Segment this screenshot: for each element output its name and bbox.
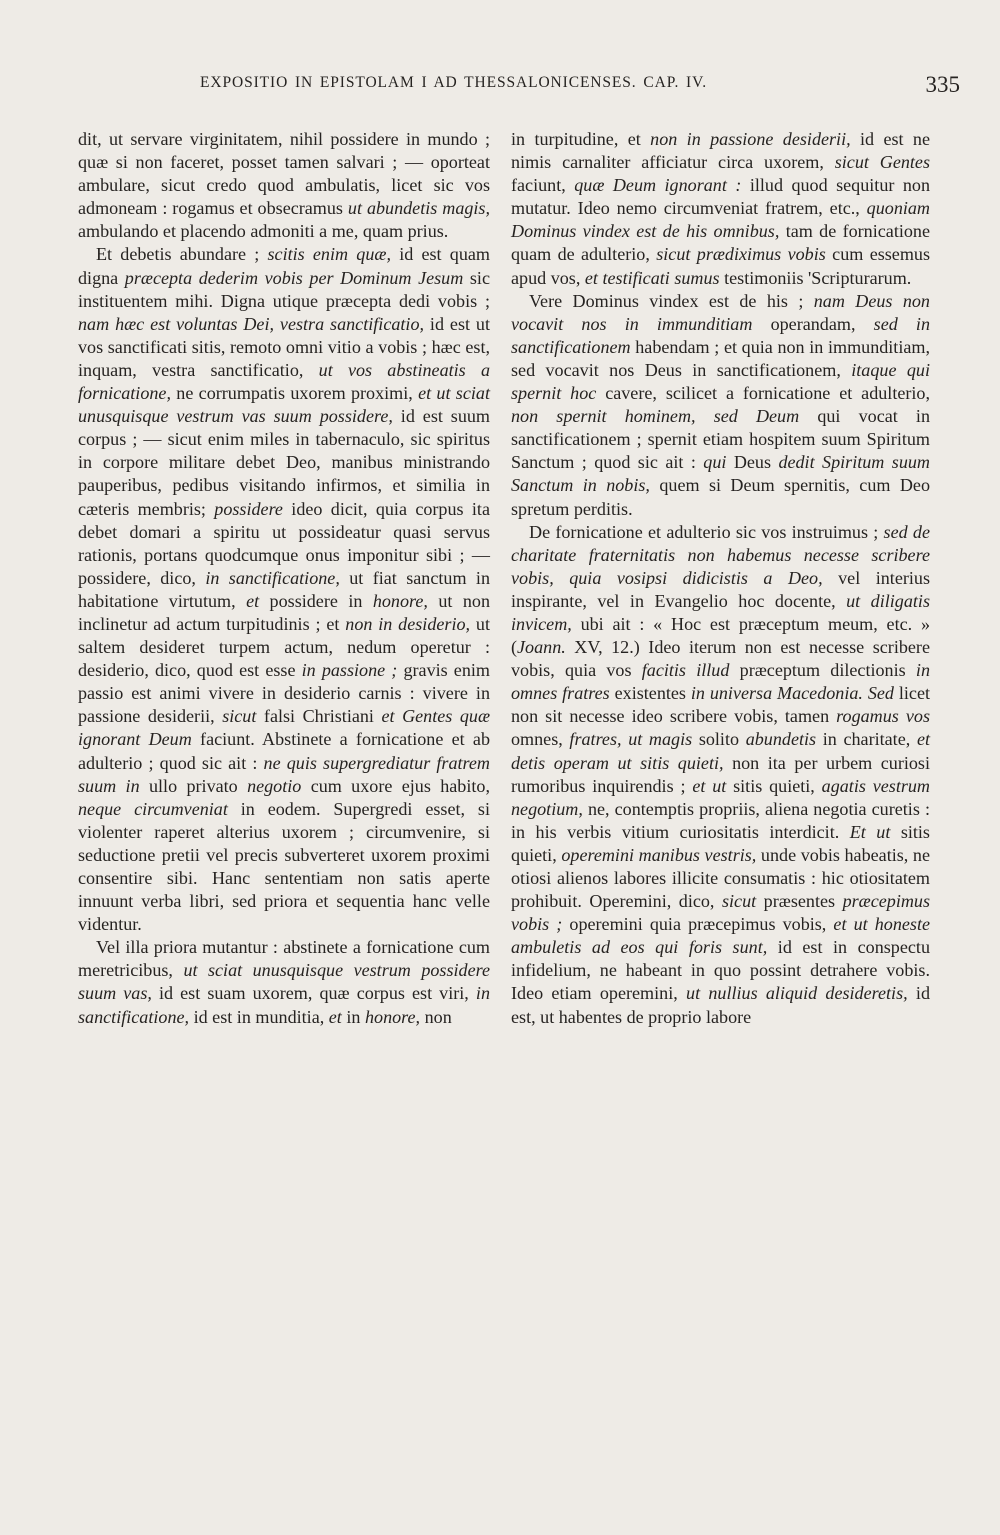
paragraph (78, 936, 490, 1028)
italic-text: et ut (692, 775, 727, 796)
italic-text: qui (703, 452, 727, 473)
paragraph (511, 290, 930, 521)
italic-text: nam hæc est voluntas Dei, vestra sanctificatio, (78, 313, 425, 334)
italic-text: sicut prædiximus vobis (656, 244, 826, 265)
text-run: id est in munditia, (189, 1006, 329, 1027)
text-run: licet non sit necesse ideo scribere vobis, tamen (511, 683, 931, 727)
italic-text: ut sciat unusquisque vestrum possidere suum vas, (78, 960, 491, 1004)
italic-text: ut vos abstineatis a fornicatione, (78, 359, 490, 404)
text-run: in charitate, (816, 729, 917, 750)
text-run: præceptum dilectionis (729, 660, 916, 681)
paragraph (78, 128, 490, 243)
text-run: ullo privato (139, 775, 248, 796)
italic-text: agatis vestrum negotium, (511, 775, 931, 819)
text-run: cavere, scilicet a fornicatione et adulterio, (596, 383, 930, 404)
text-run: ut non inclinetur ad actum turpitudinis ; et (78, 590, 491, 634)
text-run: falsi Christiani (256, 706, 382, 727)
text-run: in turpitudine, et (511, 129, 651, 149)
italic-text: nam Deus non vocavit nos in immunditiam (511, 290, 930, 334)
text-run: ambulando et placendo admoniti a me, quam prius. (78, 221, 449, 242)
text-run: quem si Deum spernitis, cum Deo spretum perditis. (511, 475, 930, 519)
italic-text: honore, (372, 590, 428, 611)
italic-text: quoniam Dominus vindex est de his omnibus, (511, 198, 930, 242)
italic-text: præcepimus vobis ; (511, 891, 931, 935)
italic-text: in universa Macedonia. Sed (690, 683, 894, 704)
text-run: Vel illa priora mutantur : abstinete a fornicatione cum meretricibus, (78, 937, 490, 981)
italic-text: itaque qui spernit hoc (511, 359, 930, 404)
italic-text: ne quis supergrediatur fratrem suum in (78, 752, 490, 796)
text-run: ne, contemptis propriis, aliena negotia curetis : in his verbis vitium curiositatis interdicit. (511, 798, 930, 842)
running-header (200, 74, 960, 104)
text-run: id est ne nimis carnaliter afficiatur circa uxorem, (511, 129, 930, 173)
text-run: ut fiat sanctum in habitatione virtutum, (78, 567, 490, 611)
text-run: faciunt, (511, 175, 575, 196)
text-run: id est quam digna (78, 244, 490, 288)
italic-text: non in desiderio, (345, 613, 471, 634)
text-run: solito (692, 729, 746, 750)
italic-text: quæ Deum ignorant : (574, 175, 742, 196)
text-run: tam de fornicatione quam de adulterio, (511, 221, 930, 265)
italic-text: ut diligatis invicem, (511, 590, 930, 634)
text-run: De fornicatione et adulterio sic vos instruimus ; (529, 521, 884, 542)
text-run: unde vobis habeatis, ne otiosi alienos labores illicite consumatis : hic otiositatem prohibuit. Operemini, dico, (511, 844, 930, 912)
italic-text: in omnes fratres (511, 660, 930, 704)
italic-text: non in passione desiderii, (650, 129, 851, 149)
text-run: testimoniis 'Scripturarum. (719, 267, 912, 288)
italic-text: possidere (214, 498, 283, 519)
running-title: EXPOSITIO IN EPISTOLAM I AD THESSALONICENSES. CAP. IV. (200, 74, 707, 91)
text-run: illud quod sequitur non mutatur. Ideo nemo circumveniat fratrem, etc., (511, 175, 930, 219)
text-run: Deus (726, 452, 779, 473)
italic-text: et ut honeste ambuletis ad eos qui foris sunt, (511, 914, 930, 958)
italic-text: et ut sciat unusquisque vestrum vas suum possidere, (78, 383, 490, 427)
text-run: operemini quia præcepimus vobis, (562, 914, 834, 935)
text-run: non (420, 1006, 452, 1027)
italic-text: fratres, ut magis (569, 729, 693, 750)
italic-text: sicut Gentes (834, 152, 930, 173)
text-run: ne corrumpatis uxorem proximi, (170, 383, 419, 404)
italic-text: dedit Spiritum suum Sanctum in nobis, (511, 452, 930, 496)
text-run: ideo dicit, quia corpus ita debet domari a spiritu ut possideatur quasi servus rationis, portans quodcumque onus imponitur sibi ; — possidere, dico, (78, 498, 490, 588)
text-run: cum uxore ejus habito, (301, 775, 490, 796)
italic-text: et Gentes quæ ignorant Deum (78, 706, 491, 750)
italic-text: sicut (222, 706, 257, 727)
text-run: vel interius inspirante, vel in Evangelio hoc docente, (511, 567, 930, 611)
text-run: ut saltem desideret turpem actum, nedum operetur : desiderio, dico, quod est esse (78, 613, 490, 681)
text-run: id est ut vos sanctificati sitis, remoto omni vitio a vobis ; hæc est, inquam, vestra sanctificatio, (78, 313, 490, 380)
italic-text: abundetis (745, 729, 817, 750)
text-run: in (341, 1006, 365, 1027)
text-run: faciunt. Abstinete a fornicatione et ab adulterio ; quod sic ait : (78, 729, 490, 773)
left-column (78, 128, 490, 1029)
italic-text: in passione ; (301, 660, 398, 681)
text-run: operandam, (752, 313, 874, 334)
text-run: id est suum corpus ; — sicut enim miles in tabernaculo, sic spiritus in corpore militare debet Deo, manibus ministrando pauperibus, pedibus visitando infirmos, et similia in cæteris membris; (78, 406, 491, 519)
text-run: ubi ait : « Hoc est præceptum meum, etc. » ( (511, 613, 930, 658)
italic-text: et (246, 590, 260, 611)
paragraph (511, 128, 930, 290)
italic-text: ut abundetis magis, (347, 198, 490, 219)
italic-text: et detis operam ut sitis quieti, (511, 729, 930, 773)
text-run: qui vocat in sanctificationem ; spernit etiam hospitem suum Spiritum Sanctum ; quod sic ait : (511, 406, 931, 473)
text-run: Vere Dominus vindex est de his ; (529, 290, 814, 311)
text-run: dit, ut servare virginitatem, nihil possidere in mundo ; quæ si non faceret, posset tamen salvari ; — oporteat ambulare, sicut credo quod ambulatis, licet sic vos admoneam : rogamus et obsecramus (78, 129, 490, 219)
italic-text: in sanctificatione, (78, 983, 490, 1027)
text-run: sitis quieti, (511, 821, 930, 865)
italic-text: et testificati sumus (584, 267, 720, 288)
text-run: id est in conspectu infidelium, ne habeant in quo possint detrahere vobis. Ideo etiam operemini, (511, 937, 930, 1004)
italic-text: in sanctificatione, (205, 567, 340, 588)
italic-text: neque circumveniat (78, 798, 228, 819)
text-run: possidere in (259, 590, 373, 611)
italic-text: sed in sanctificationem (511, 313, 931, 357)
paragraph (78, 243, 490, 936)
italic-text: Et ut (849, 821, 891, 842)
text-run: XV, 12.) Ideo iterum non est necesse scribere vobis, quia vos (511, 637, 930, 681)
text-run: sitis quieti, (726, 775, 822, 796)
italic-text: facitis illud (641, 660, 730, 681)
italic-text: operemini manibus vestris, (561, 844, 757, 865)
italic-text: ut nullius aliquid desideretis, (686, 983, 908, 1004)
italic-text: et (328, 1006, 342, 1027)
text-run: gravis enim passio est animi vivere in desiderio carnis : vivere in passione desiderii, (78, 660, 490, 727)
italic-text: Joann. (517, 637, 566, 658)
italic-text: negotio (247, 775, 302, 796)
text-run: cum essemus apud vos, (511, 244, 930, 288)
text-run: in eodem. Supergredi esset, si violenter raperet alterius uxorem ; circumvenire, si seductione pretii vel precis subverteret uxorem proximi consentire sibi. Hanc sententiam non satis aperte innuunt verba libri, sed priora et sequentia hanc velle videntur. (78, 798, 490, 935)
italic-text: rogamus vos (836, 706, 930, 727)
italic-text: sicut (721, 891, 757, 912)
text-run: existentes (609, 683, 691, 704)
italic-text: non spernit hominem, sed Deum (511, 406, 800, 427)
text-run: omnes, (511, 729, 570, 750)
paragraph (511, 521, 930, 1029)
italic-text: sed de charitate fraternitatis non habemus necesse scribere vobis, quia vosipsi didicistis a Deo, (511, 521, 930, 588)
text-run: id est, ut habentes de proprio labore (511, 983, 930, 1027)
text-run: habendam ; et quia non in immunditiam, sed vocavit nos Deus in sanctificationem, (511, 336, 930, 380)
italic-text: præcepta dederim vobis per Dominum Jesum (124, 267, 464, 288)
right-column (511, 128, 930, 1029)
text-run: id est suam uxorem, quæ corpus est viri, (151, 983, 476, 1004)
italic-text: honore, (364, 1006, 421, 1027)
italic-text: scitis enim quæ, (267, 244, 391, 265)
text-run: sic instituentem mihi. Digna utique præcepta dedi vobis ; (78, 267, 490, 311)
page-number: 335 (925, 72, 960, 97)
text-run: non ita per urbem curiosi rumoribus inquirendis ; (511, 752, 930, 796)
text-run: præsentes (756, 891, 843, 912)
text-run: Et debetis abundare ; (96, 244, 268, 265)
